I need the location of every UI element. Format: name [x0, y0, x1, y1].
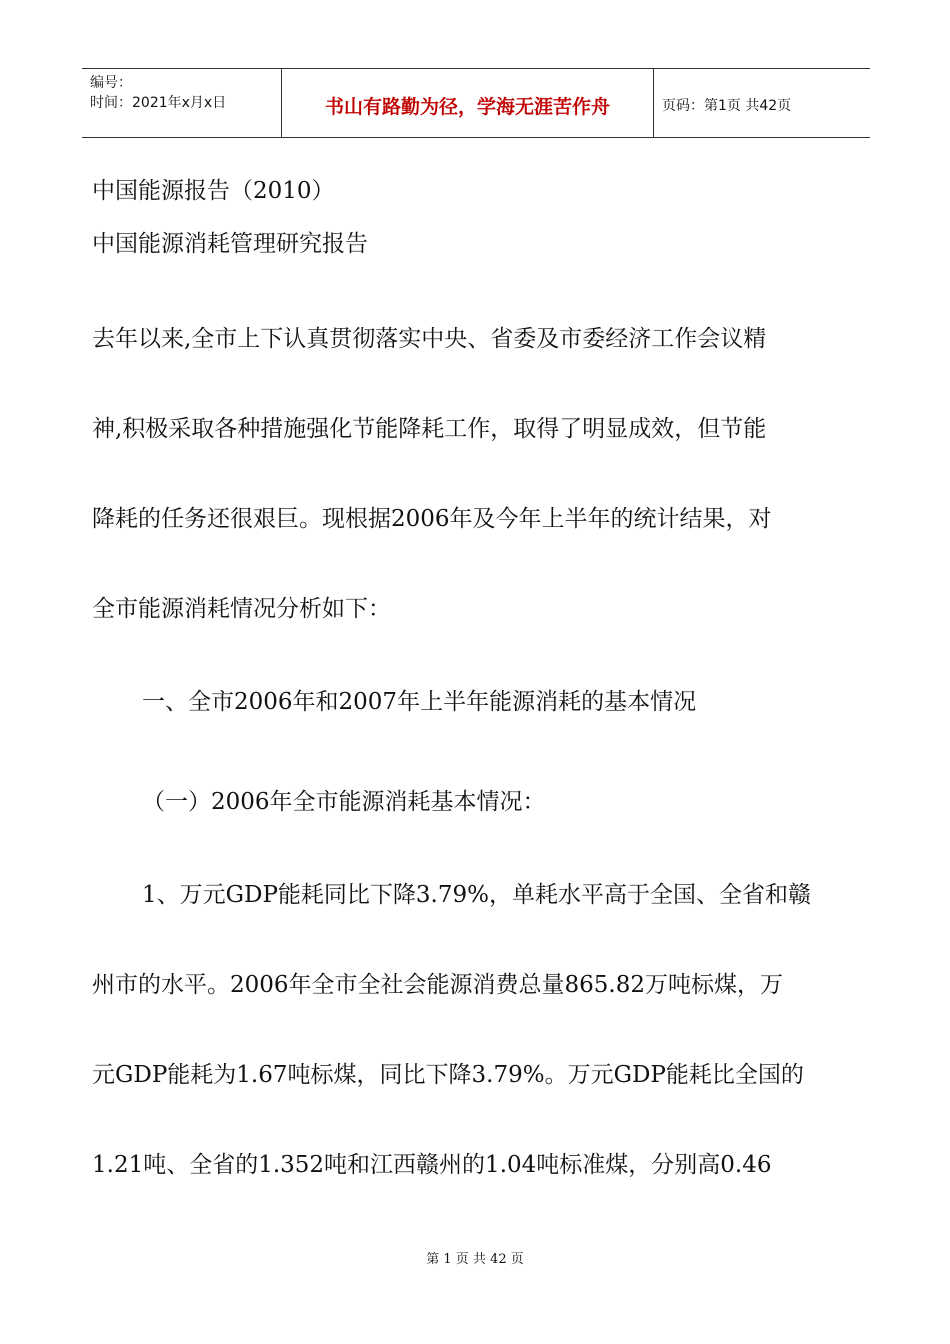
header-motto: 书山有路勤为径，学海无涯苦作舟	[281, 69, 654, 137]
report-subtitle: 中国能源消耗管理研究报告	[92, 231, 368, 257]
section-heading: 一、全市2006年和2007年上半年能源消耗的基本情况	[142, 689, 697, 715]
paragraph-line: 降耗的任务还很艰巨。现根据2006年及今年上半年的统计结果，对	[92, 506, 772, 532]
document-number-label: 编号：	[90, 75, 132, 91]
report-title: 中国能源报告（2010）	[92, 178, 335, 204]
document-date-label: 时间：2021年x月x日	[90, 95, 227, 111]
header-page-info: 页码：第1页 共42页	[662, 98, 792, 114]
paragraph-line: 州市的水平。2006年全市全社会能源消费总量865.82万吨标煤，万	[92, 972, 784, 998]
header-meta	[82, 69, 281, 137]
page-header	[82, 68, 870, 138]
paragraph-line: 1、万元GDP能耗同比下降3.79%，单耗水平高于全国、全省和赣	[142, 882, 811, 908]
paragraph-line: 元GDP能耗为1.67吨标煤，同比下降3.79%。万元GDP能耗比全国的	[92, 1062, 804, 1088]
paragraph-line: 去年以来,全市上下认真贯彻落实中央、省委及市委经济工作会议精	[92, 326, 767, 352]
page-footer: 第 1 页 共 42 页	[426, 1252, 524, 1267]
subsection-heading: （一）2006年全市能源消耗基本情况：	[142, 789, 546, 815]
paragraph-line: 神,积极采取各种措施强化节能降耗工作，取得了明显成效，但节能	[92, 416, 767, 442]
paragraph-line: 1.21吨、全省的1.352吨和江西赣州的1.04吨标准煤，分别高0.46	[92, 1152, 772, 1178]
paragraph-line: 全市能源消耗情况分析如下：	[92, 596, 391, 622]
